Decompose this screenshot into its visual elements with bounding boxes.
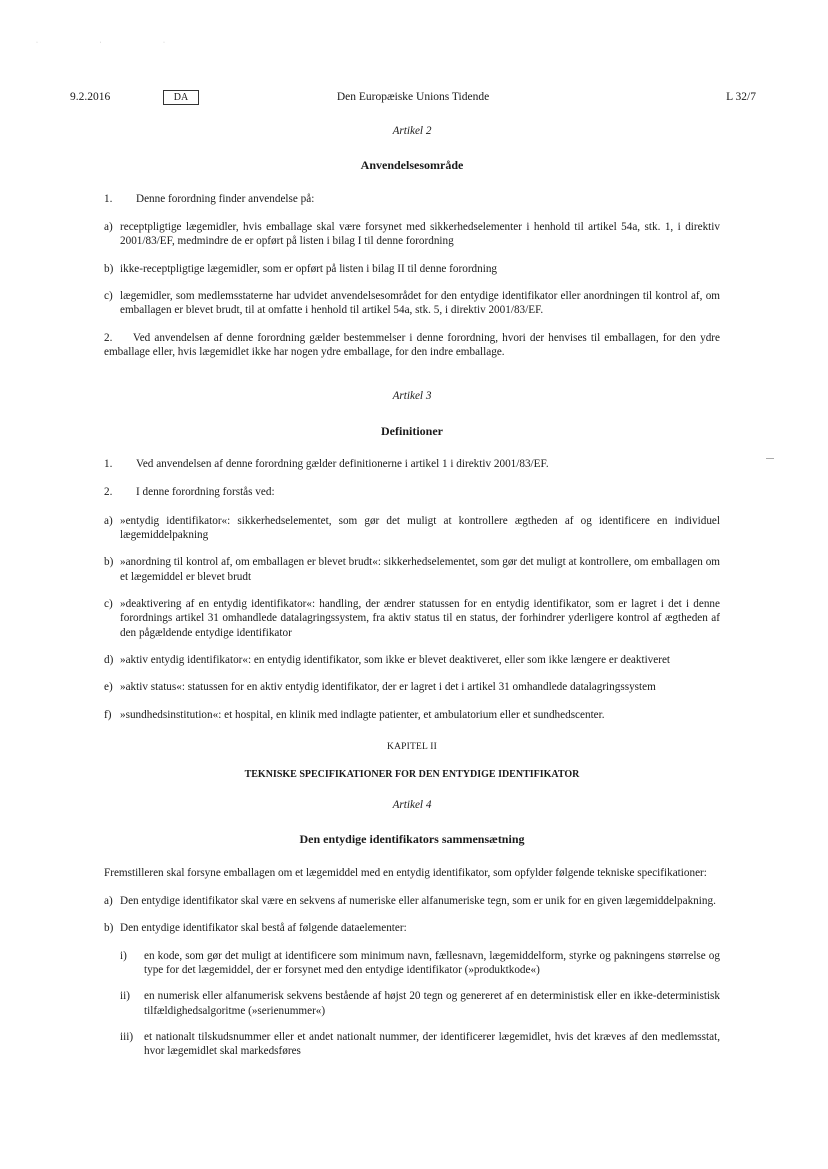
list-item-label: b) [104, 262, 114, 275]
article-3-label: Artikel 3 [392, 390, 432, 403]
list-item-text: receptpligtige lægemidler, hvis emballage skal være forsynet med sikkerhedselementer i henhold til artikel 54a, stk. 1, i direktiv 2001/83/EF, medmindre de er opført på listen i bilag I til denne forordning [120, 221, 720, 248]
sub-list-item-label: iii) [120, 1030, 134, 1043]
sub-list-item-text: en kode, som gør det muligt at identificere som minimum navn, fællesnavn, lægemiddelform, styrke og pakningens størrelse og type for det lægemiddel, der er forsynet med den entydige identifikator (»produktkode«) [144, 949, 720, 976]
article-2-paragraph-2 [104, 331, 720, 360]
list-item-text: ikke-receptpligtige lægemidler, som er opført på listen i bilag II til denne forordning [120, 262, 498, 275]
paragraph-number: 2. [104, 486, 113, 499]
paragraph-number: 2. [104, 331, 113, 344]
list-item [104, 597, 720, 640]
list-item [104, 262, 720, 276]
list-item-label: a) [104, 514, 113, 527]
list-item-text: lægemidler, som medlemsstaterne har udvidet anvendelsesområdet for den entydige identifikator eller anordningen til kontrol af, om emballagen er blevet brudt, til at omfatte i henhold til artikel 54a, stk. 5, i direktiv 2001/83/EF. [120, 290, 720, 317]
list-item-text: »aktiv status«: statussen for en aktiv entydig identifikator, der er lagret i det i artikel 31 omhandlede datalagringssystem [120, 681, 656, 694]
article-4-intro: Fremstilleren skal forsyne emballagen om et lægemiddel med en entydig identifikator, som opfylder følgende tekniske specifikationer: [104, 866, 707, 879]
language-badge: DA [163, 90, 199, 105]
list-item [104, 653, 720, 667]
scan-specks: · · · [36, 40, 195, 46]
paragraph-text: Ved anvendelsen af denne forordning gælder definitionerne i artikel 1 i direktiv 2001/83/EF. [136, 458, 549, 470]
list-item-label: a) [104, 221, 113, 234]
list-item [104, 289, 720, 318]
paragraph-text: I denne forordning forstås ved: [136, 486, 275, 499]
page-number: L 32/7 [726, 91, 756, 103]
article-4-label: Artikel 4 [392, 798, 432, 811]
list-item [104, 708, 720, 722]
article-2-paragraph-1 [104, 192, 720, 206]
list-item-text: »entydig identifikator«: sikkerhedselementet, som gør det muligt at kontrollere ægtheden af og identificere en individuel lægemiddelpakning [120, 514, 720, 541]
article-2-label: Artikel 2 [392, 125, 432, 137]
document-body [104, 124, 720, 1071]
chapter-label: KAPITEL II [387, 741, 437, 752]
journal-title: Den Europæiske Unions Tidende [336, 91, 490, 103]
sub-list-item-label: i) [120, 949, 127, 962]
sub-list-item-text: et nationalt tilskudsnummer eller et andet nationalt nummer, der identificerer lægemidlet, hvis det kræves af den medlemsstat, hvor lægemidlet skal markedsføres [144, 1030, 720, 1058]
list-item-label: d) [104, 653, 114, 666]
sub-list-item-text: en numerisk eller alfanumerisk sekvens bestående af højst 20 tegn og genereret af en deterministisk eller en ikke-deterministisk tilfældighedsalgoritme (»serienummer«) [144, 990, 720, 1017]
article-4-title: Den entydige identifikators sammensætning [299, 832, 525, 847]
list-item-label: c) [104, 290, 113, 302]
chapter-title: TEKNISKE SPECIFIKATIONER FOR DEN ENTYDIGE IDENTIFIKATOR [244, 769, 580, 781]
list-item [104, 514, 720, 543]
list-item-label: b) [104, 556, 114, 569]
list-item-label: a) [104, 894, 113, 907]
list-item [104, 555, 720, 584]
paragraph-text: Denne forordning finder anvendelse på: [136, 192, 315, 205]
list-item-text: Den entydige identifikator skal være en sekvens af numeriske eller alfanumeriske tegn, som er unik for en given lægemiddelpakning. [120, 894, 716, 907]
list-item [104, 680, 720, 694]
list-item-label: e) [104, 681, 113, 694]
list-item-label: b) [104, 922, 114, 935]
list-item-label: c) [104, 597, 113, 610]
header-date: 9.2.2016 [70, 91, 111, 103]
sub-list-item [120, 989, 720, 1018]
list-item [104, 921, 720, 935]
article-3-title: Definitioner [381, 423, 443, 438]
article-2-title: Anvendelsesområde [360, 158, 464, 173]
list-item-text: »aktiv entydig identifikator«: en entydig identifikator, som ikke er blevet deaktiveret, eller som ikke længere er deaktiveret [120, 653, 671, 666]
list-item-label: f) [104, 708, 112, 721]
list-item-text: »sundhedsinstitution«: et hospital, en klinik med indlagte patienter, et ambulatorium eller et sundhedscenter. [120, 708, 605, 721]
scan-edge-mark [766, 458, 774, 459]
sub-list-item [120, 949, 720, 978]
list-item-text: Den entydige identifikator skal bestå af følgende dataelementer: [120, 922, 407, 935]
sub-list-item [120, 1030, 720, 1059]
list-item [104, 894, 720, 908]
article-3-paragraph-1 [104, 457, 720, 471]
list-item [104, 220, 720, 249]
list-item-text: »anordning til kontrol af, om emballagen er blevet brudt«: sikkerhedselementet, som gør det muligt at kontrollere, om emballagen om et lægemiddel er blevet brudt [120, 556, 720, 583]
list-item-text: »deaktivering af en entydig identifikator«: handling, der ændrer statussen for en entydig identifikator, som er lagret i det i denne forordnings artikel 31 omhandlede datalagringssystem, fra aktiv status til en status, der forhindrer yderligere kontrol af ægtheden af den pågældende entydige identifikator [120, 597, 720, 639]
page-header [70, 90, 756, 106]
article-3-paragraph-2 [104, 485, 720, 499]
paragraph-number: 1. [104, 458, 113, 470]
paragraph-text: Ved anvendelsen af denne forordning gælder bestemmelser i denne forordning, hvori der henvises til emballagen, for den ydre emballage eller, hvis lægemidlet ikke har nogen ydre emballage, for den indre emballage. [104, 331, 720, 358]
sub-list-item-label: ii) [120, 990, 130, 1003]
paragraph-number: 1. [104, 192, 113, 205]
